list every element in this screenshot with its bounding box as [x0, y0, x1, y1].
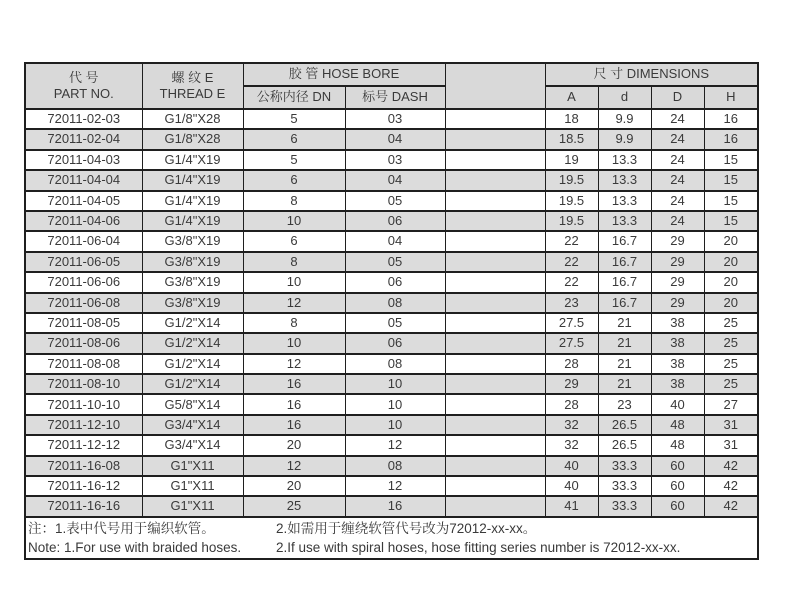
table-row [25, 435, 758, 455]
cell-dash: 03 [345, 109, 445, 129]
cell-dim-d-upper: 24 [651, 191, 704, 211]
cell-thread: G1"X11 [142, 456, 243, 476]
cell-empty [445, 129, 545, 149]
cell-dim-h: 27 [704, 394, 758, 414]
cell-empty [445, 354, 545, 374]
cell-dim-d-upper: 60 [651, 496, 704, 516]
cell-empty [445, 415, 545, 435]
note-line-chinese [28, 519, 755, 538]
cell-dim-a: 29 [545, 374, 598, 394]
header-dim-d-lower: d [598, 86, 651, 109]
cell-dash: 04 [345, 129, 445, 149]
cell-dash: 04 [345, 231, 445, 251]
cell-dim-a: 28 [545, 394, 598, 414]
cell-thread: G1"X11 [142, 476, 243, 496]
cell-dim-h: 31 [704, 435, 758, 455]
cell-dim-h: 42 [704, 456, 758, 476]
cell-dim-d-lower: 21 [598, 333, 651, 353]
cell-dn: 8 [243, 191, 345, 211]
cell-dim-h: 42 [704, 476, 758, 496]
cell-dim-d-upper: 40 [651, 394, 704, 414]
cell-dim-d-upper: 24 [651, 211, 704, 231]
cell-dim-d-upper: 48 [651, 415, 704, 435]
table-row [25, 333, 758, 353]
cell-dim-d-upper: 48 [651, 435, 704, 455]
cell-dim-d-lower: 16.7 [598, 293, 651, 313]
cell-part-no: 72011-06-05 [25, 252, 142, 272]
cell-dn: 8 [243, 252, 345, 272]
cell-part-no: 72011-12-12 [25, 435, 142, 455]
cell-dim-h: 20 [704, 293, 758, 313]
cell-dn: 10 [243, 333, 345, 353]
cell-thread: G1/4"X19 [142, 191, 243, 211]
table-row [25, 211, 758, 231]
cell-dim-d-upper: 24 [651, 109, 704, 129]
cell-dn: 5 [243, 109, 345, 129]
cell-dn: 5 [243, 150, 345, 170]
cell-dn: 16 [243, 415, 345, 435]
cell-empty [445, 476, 545, 496]
notes-row [25, 517, 758, 559]
cell-part-no: 72011-06-04 [25, 231, 142, 251]
cell-dash: 06 [345, 211, 445, 231]
cell-dim-h: 25 [704, 313, 758, 333]
cell-dash: 08 [345, 293, 445, 313]
cell-thread: G1/8"X28 [142, 109, 243, 129]
header-part-no-en: PART NO. [53, 86, 114, 101]
cell-dim-d-upper: 38 [651, 333, 704, 353]
cell-part-no: 72011-16-08 [25, 456, 142, 476]
cell-dim-h: 25 [704, 374, 758, 394]
table-row [25, 109, 758, 129]
cell-dim-d-upper: 38 [651, 313, 704, 333]
cell-dn: 10 [243, 211, 345, 231]
cell-dim-d-lower: 13.3 [598, 191, 651, 211]
cell-dim-a: 32 [545, 435, 598, 455]
header-dim-d-upper: D [651, 86, 704, 109]
table-row [25, 313, 758, 333]
cell-empty [445, 272, 545, 292]
cell-dash: 10 [345, 394, 445, 414]
cell-part-no: 72011-16-16 [25, 496, 142, 516]
cell-dim-d-lower: 26.5 [598, 435, 651, 455]
cell-dim-d-lower: 13.3 [598, 150, 651, 170]
cell-empty [445, 293, 545, 313]
table-footer [25, 517, 758, 559]
note-cn-2: 2.如需用于缠绕软管代号改为72012-xx-xx。 [276, 520, 537, 536]
cell-dim-h: 15 [704, 191, 758, 211]
header-part-no [25, 63, 142, 109]
cell-dim-d-lower: 13.3 [598, 170, 651, 190]
header-dimensions-group: 尺 寸 DIMENSIONS [545, 63, 758, 86]
notes-cell [25, 517, 758, 559]
cell-thread: G3/8"X19 [142, 293, 243, 313]
table-row [25, 293, 758, 313]
cell-part-no: 72011-02-03 [25, 109, 142, 129]
cell-dim-d-lower: 33.3 [598, 496, 651, 516]
cell-thread: G1/2"X14 [142, 333, 243, 353]
table-row [25, 496, 758, 516]
cell-dim-d-upper: 60 [651, 476, 704, 496]
cell-dash: 10 [345, 415, 445, 435]
cell-part-no: 72011-04-05 [25, 191, 142, 211]
cell-dim-h: 20 [704, 252, 758, 272]
cell-dash: 05 [345, 313, 445, 333]
cell-thread: G3/4"X14 [142, 415, 243, 435]
cell-dim-a: 18 [545, 109, 598, 129]
cell-thread: G3/8"X19 [142, 231, 243, 251]
cell-dim-d-lower: 16.7 [598, 272, 651, 292]
cell-dim-d-lower: 21 [598, 374, 651, 394]
cell-dn: 20 [243, 476, 345, 496]
cell-empty [445, 109, 545, 129]
cell-dim-a: 22 [545, 231, 598, 251]
cell-empty [445, 191, 545, 211]
cell-empty [445, 252, 545, 272]
table-body [25, 109, 758, 517]
cell-thread: G3/4"X14 [142, 435, 243, 455]
cell-part-no: 72011-06-06 [25, 272, 142, 292]
cell-dim-d-upper: 24 [651, 150, 704, 170]
cell-dash: 10 [345, 374, 445, 394]
cell-dim-d-upper: 29 [651, 272, 704, 292]
table-row [25, 150, 758, 170]
cell-dash: 12 [345, 435, 445, 455]
header-thread [142, 63, 243, 109]
cell-thread: G1/4"X19 [142, 170, 243, 190]
cell-dim-d-upper: 38 [651, 374, 704, 394]
cell-dn: 25 [243, 496, 345, 516]
cell-thread: G3/8"X19 [142, 252, 243, 272]
table-row [25, 231, 758, 251]
cell-part-no: 72011-16-12 [25, 476, 142, 496]
cell-dim-h: 42 [704, 496, 758, 516]
cell-dim-a: 18.5 [545, 129, 598, 149]
cell-empty [445, 333, 545, 353]
cell-dim-h: 15 [704, 211, 758, 231]
cell-part-no: 72011-08-08 [25, 354, 142, 374]
cell-dim-a: 41 [545, 496, 598, 516]
cell-dn: 12 [243, 293, 345, 313]
cell-dim-h: 15 [704, 150, 758, 170]
cell-dn: 6 [243, 129, 345, 149]
cell-dim-a: 23 [545, 293, 598, 313]
cell-part-no: 72011-08-06 [25, 333, 142, 353]
table-row [25, 129, 758, 149]
cell-dim-a: 19.5 [545, 191, 598, 211]
cell-dim-a: 40 [545, 456, 598, 476]
table-row [25, 394, 758, 414]
cell-dn: 10 [243, 272, 345, 292]
cell-dim-a: 19.5 [545, 170, 598, 190]
cell-dim-d-lower: 16.7 [598, 231, 651, 251]
cell-part-no: 72011-06-08 [25, 293, 142, 313]
hose-fitting-spec-table [24, 62, 759, 560]
header-row-group [25, 63, 758, 86]
cell-empty [445, 211, 545, 231]
cell-dim-d-upper: 60 [651, 456, 704, 476]
cell-part-no: 72011-04-04 [25, 170, 142, 190]
cell-empty [445, 496, 545, 516]
cell-part-no: 72011-04-06 [25, 211, 142, 231]
header-empty-column [445, 63, 545, 109]
header-thread-cn: 螺 纹 E [171, 69, 214, 85]
cell-part-no: 72011-02-04 [25, 129, 142, 149]
cell-dim-d-upper: 29 [651, 231, 704, 251]
cell-empty [445, 150, 545, 170]
cell-dim-a: 19.5 [545, 211, 598, 231]
header-part-no-cn: 代 号 [68, 69, 99, 85]
cell-dn: 20 [243, 435, 345, 455]
cell-empty [445, 231, 545, 251]
table-row [25, 272, 758, 292]
cell-dim-h: 31 [704, 415, 758, 435]
cell-dim-d-lower: 26.5 [598, 415, 651, 435]
cell-dim-h: 25 [704, 354, 758, 374]
note-line-english [28, 538, 755, 557]
cell-thread: G1/2"X14 [142, 354, 243, 374]
cell-part-no: 72011-08-10 [25, 374, 142, 394]
cell-dim-a: 40 [545, 476, 598, 496]
cell-thread: G1/4"X19 [142, 150, 243, 170]
cell-part-no: 72011-04-03 [25, 150, 142, 170]
cell-dim-d-upper: 24 [651, 129, 704, 149]
cell-dim-h: 20 [704, 231, 758, 251]
cell-dim-a: 27.5 [545, 313, 598, 333]
cell-dim-d-upper: 29 [651, 252, 704, 272]
cell-dim-d-lower: 21 [598, 313, 651, 333]
cell-part-no: 72011-08-05 [25, 313, 142, 333]
cell-dim-a: 22 [545, 272, 598, 292]
cell-thread: G1/2"X14 [142, 374, 243, 394]
cell-dn: 6 [243, 231, 345, 251]
cell-thread: G1"X11 [142, 496, 243, 516]
note-cn-1: 注：1.表中代号用于编织软管。 [28, 520, 215, 536]
table-row [25, 415, 758, 435]
cell-dim-h: 25 [704, 333, 758, 353]
cell-dim-d-lower: 9.9 [598, 109, 651, 129]
cell-dim-a: 22 [545, 252, 598, 272]
cell-dim-h: 16 [704, 109, 758, 129]
cell-dim-a: 19 [545, 150, 598, 170]
cell-dn: 16 [243, 374, 345, 394]
header-dim-h: H [704, 86, 758, 109]
table-row [25, 191, 758, 211]
cell-empty [445, 313, 545, 333]
cell-dim-a: 27.5 [545, 333, 598, 353]
cell-dash: 05 [345, 252, 445, 272]
cell-empty [445, 170, 545, 190]
table-row [25, 354, 758, 374]
cell-dim-d-lower: 9.9 [598, 129, 651, 149]
table-row [25, 456, 758, 476]
table-header [25, 63, 758, 109]
cell-dim-h: 15 [704, 170, 758, 190]
cell-empty [445, 456, 545, 476]
header-dim-a: A [545, 86, 598, 109]
cell-dim-d-lower: 33.3 [598, 476, 651, 496]
header-thread-en: THREAD E [159, 86, 226, 101]
note-en-1: Note: 1.For use with braided hoses. [28, 539, 242, 555]
cell-dn: 8 [243, 313, 345, 333]
cell-part-no: 72011-10-10 [25, 394, 142, 414]
cell-dash: 04 [345, 170, 445, 190]
note-en-2: 2.If use with spiral hoses, hose fitting series number is 72012-xx-xx. [276, 539, 681, 555]
cell-dim-h: 20 [704, 272, 758, 292]
cell-dim-d-lower: 16.7 [598, 252, 651, 272]
cell-thread: G5/8"X14 [142, 394, 243, 414]
cell-dim-d-lower: 21 [598, 354, 651, 374]
cell-part-no: 72011-12-10 [25, 415, 142, 435]
header-dn: 公称内径 DN [243, 86, 345, 109]
cell-empty [445, 435, 545, 455]
cell-dn: 12 [243, 354, 345, 374]
cell-dash: 06 [345, 333, 445, 353]
cell-dim-d-lower: 23 [598, 394, 651, 414]
cell-dim-d-upper: 24 [651, 170, 704, 190]
cell-dash: 06 [345, 272, 445, 292]
cell-empty [445, 374, 545, 394]
cell-dash: 08 [345, 456, 445, 476]
cell-dn: 6 [243, 170, 345, 190]
header-dash: 标号 DASH [345, 86, 445, 109]
table-row [25, 170, 758, 190]
cell-dim-d-upper: 38 [651, 354, 704, 374]
cell-thread: G1/4"X19 [142, 211, 243, 231]
cell-dim-d-upper: 29 [651, 293, 704, 313]
cell-dim-d-lower: 33.3 [598, 456, 651, 476]
table-row [25, 476, 758, 496]
cell-dash: 12 [345, 476, 445, 496]
header-hose-bore-group: 胶 管 HOSE BORE [243, 63, 445, 86]
cell-dim-a: 28 [545, 354, 598, 374]
table-row [25, 374, 758, 394]
cell-thread: G1/8"X28 [142, 129, 243, 149]
cell-thread: G3/8"X19 [142, 272, 243, 292]
cell-dn: 12 [243, 456, 345, 476]
cell-dash: 08 [345, 354, 445, 374]
cell-dn: 16 [243, 394, 345, 414]
table-row [25, 252, 758, 272]
cell-empty [445, 394, 545, 414]
cell-dim-h: 16 [704, 129, 758, 149]
cell-thread: G1/2"X14 [142, 313, 243, 333]
cell-dash: 03 [345, 150, 445, 170]
cell-dim-d-lower: 13.3 [598, 211, 651, 231]
cell-dim-a: 32 [545, 415, 598, 435]
cell-dash: 16 [345, 496, 445, 516]
cell-dash: 05 [345, 191, 445, 211]
